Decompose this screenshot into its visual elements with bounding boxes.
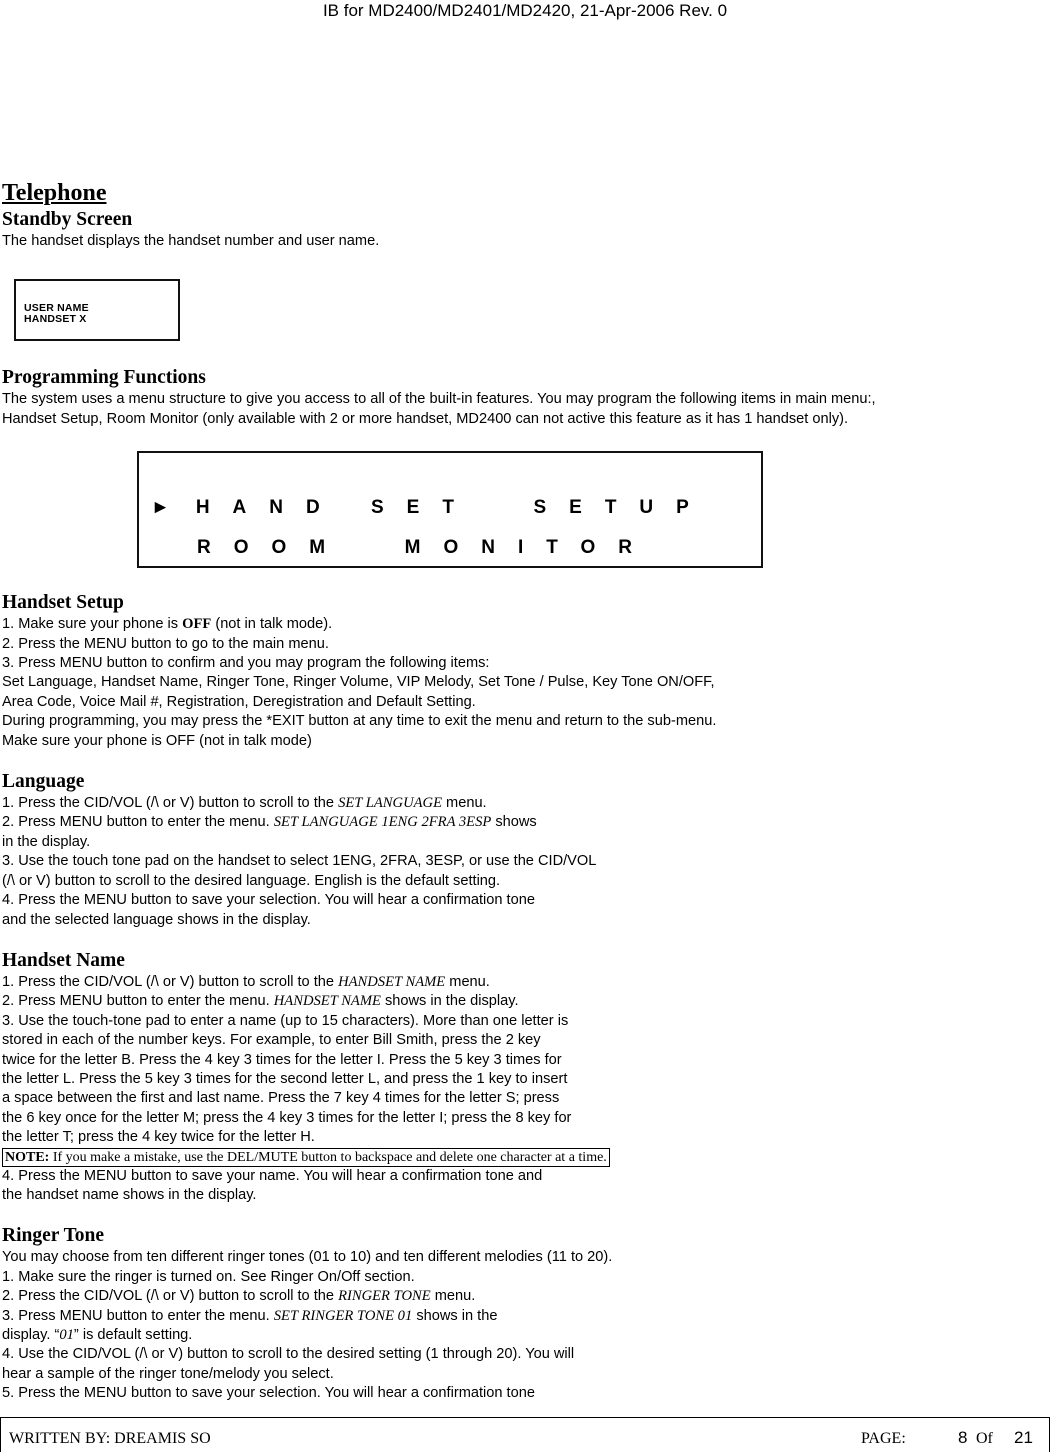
handset-name-line: twice for the letter B. Press the 4 key 3 times for the letter I. Press the 5 key 3 times for bbox=[2, 1051, 562, 1068]
footer-page-total: 21 bbox=[1014, 1428, 1033, 1447]
ringer-tone-line: hear a sample of the ringer tone/melody you select. bbox=[2, 1365, 334, 1382]
ringer-tone-line: 5. Press the MENU button to save your selection. You will hear a confirmation tone bbox=[2, 1385, 535, 1402]
ringer-tone-line: You may choose from ten different ringer tones (01 to 10) and ten different melodies (11 to 20). bbox=[2, 1249, 613, 1266]
page-footer bbox=[0, 1417, 1050, 1452]
off-emphasis: OFF bbox=[182, 616, 212, 633]
note-label: NOTE: bbox=[5, 1149, 50, 1165]
footer-author: WRITTEN BY: DREAMIS SO bbox=[9, 1430, 211, 1447]
ringer-tone-line: 1. Make sure the ringer is turned on. See Ringer On/Off section. bbox=[2, 1268, 415, 1285]
menu-item-room-monitor: ROOM MONITOR bbox=[197, 537, 656, 558]
ringer-tone-line: display. “01” is default setting. bbox=[2, 1327, 193, 1343]
programming-line: The system uses a menu structure to give you access to all of the built-in features. You may program the following items in main menu:, bbox=[2, 391, 876, 408]
handset-name-line: the letter T; press the 4 key twice for the letter H. bbox=[2, 1129, 315, 1146]
lcd-handset-number: HANDSET X bbox=[24, 313, 87, 325]
handset-setup-line: During programming, you may press the *EXIT button at any time to exit the menu and return to the sub-menu. bbox=[2, 713, 717, 730]
footer-of-label: Of bbox=[976, 1430, 993, 1447]
programming-title: Programming Functions bbox=[2, 367, 206, 389]
handset-setup-line: Make sure your phone is OFF (not in talk mode) bbox=[2, 732, 312, 749]
handset-name-line: the 6 key once for the letter M; press the 4 key 3 times for the letter I; press the 8 key for bbox=[2, 1109, 572, 1126]
language-line: and the selected language shows in the display. bbox=[2, 911, 311, 928]
section-title-telephone: Telephone bbox=[2, 180, 107, 206]
language-line: 3. Use the touch tone pad on the handset to select 1ENG, 2FRA, 3ESP, or use the CID/VOL bbox=[2, 853, 597, 870]
language-line: 2. Press MENU button to enter the menu. SET LANGUAGE 1ENG 2FRA 3ESP shows bbox=[2, 814, 537, 831]
menu-item-handset-setup: HAND SET SETUP bbox=[195, 497, 712, 518]
handset-name-line: the handset name shows in the display. bbox=[2, 1186, 257, 1203]
ringer-tone-line: 4. Use the CID/VOL (/\ or V) button to scroll to the desired setting (1 through 20). You will bbox=[2, 1346, 575, 1363]
menu-arrow-icon: ► bbox=[151, 497, 196, 518]
handset-name-line: 4. Press the MENU button to save your name. You will hear a confirmation tone and bbox=[2, 1167, 543, 1184]
handset-setup-line: Area Code, Voice Mail #, Registration, Deregistration and Default Setting. bbox=[2, 693, 476, 710]
language-title: Language bbox=[2, 771, 85, 793]
handset-setup-line: Set Language, Handset Name, Ringer Tone, Ringer Volume, VIP Melody, Set Tone / Pulse, Key Tone ON/OFF, bbox=[2, 674, 715, 691]
language-line: 4. Press the MENU button to save your selection. You will hear a confirmation tone bbox=[2, 892, 535, 909]
footer-page-number: 8 bbox=[958, 1428, 968, 1447]
handset-name-line: 1. Press the CID/VOL (/\ or V) button to scroll to the HANDSET NAME menu. bbox=[2, 973, 490, 990]
handset-setup-line: 3. Press MENU button to confirm and you may program the following items: bbox=[2, 655, 490, 672]
handset-setup-line: 2. Press the MENU button to go to the main menu. bbox=[2, 635, 329, 652]
lcd-user-name: USER NAME bbox=[24, 302, 89, 314]
note-text: If you make a mistake, use the DEL/MUTE button to backspace and delete one character at a time. bbox=[49, 1149, 607, 1165]
document-header: IB for MD2400/MD2401/MD2420, 21-Apr-2006 Rev. 0 bbox=[322, 1, 728, 20]
language-line: 1. Press the CID/VOL (/\ or V) button to scroll to the SET LANGUAGE menu. bbox=[2, 795, 487, 812]
programming-line: Handset Setup, Room Monitor (only available with 2 or more handset, MD2400 can not active this feature as it has 1 handset only). bbox=[2, 410, 849, 427]
ringer-tone-title: Ringer Tone bbox=[2, 1225, 105, 1247]
handset-setup-title: Handset Setup bbox=[2, 592, 124, 614]
language-line: (/\ or V) button to scroll to the desired language. English is the default setting. bbox=[2, 872, 501, 889]
handset-name-line: 2. Press MENU button to enter the menu. HANDSET NAME shows in the display. bbox=[2, 993, 519, 1010]
language-line: in the display. bbox=[2, 833, 91, 850]
handset-name-line: 3. Use the touch-tone pad to enter a name (up to 15 characters). More than one letter is bbox=[2, 1012, 569, 1029]
handset-name-line: the letter L. Press the 5 key 3 times for the second letter L, and press the 1 key to insert bbox=[2, 1070, 568, 1087]
footer-page-label: PAGE: bbox=[861, 1430, 906, 1447]
handset-name-line: stored in each of the number keys. For example, to enter Bill Smith, press the 2 key bbox=[2, 1032, 541, 1049]
standby-text: The handset displays the handset number and user name. bbox=[2, 233, 380, 249]
ringer-tone-line: 2. Press the CID/VOL (/\ or V) button to scroll to the RINGER TONE menu. bbox=[2, 1288, 476, 1305]
standby-title: Standby Screen bbox=[2, 209, 133, 230]
handset-setup-line: 1. Make sure your phone is OFF (not in talk mode). bbox=[2, 616, 333, 633]
page-body bbox=[2, 178, 1042, 1404]
handset-name-line: a space between the first and last name. Press the 7 key 4 times for the letter S; press bbox=[2, 1090, 560, 1107]
note-box bbox=[2, 1148, 610, 1167]
handset-name-title: Handset Name bbox=[2, 949, 125, 971]
ringer-tone-line: 3. Press MENU button to enter the menu. SET RINGER TONE 01 shows in the bbox=[2, 1307, 498, 1324]
